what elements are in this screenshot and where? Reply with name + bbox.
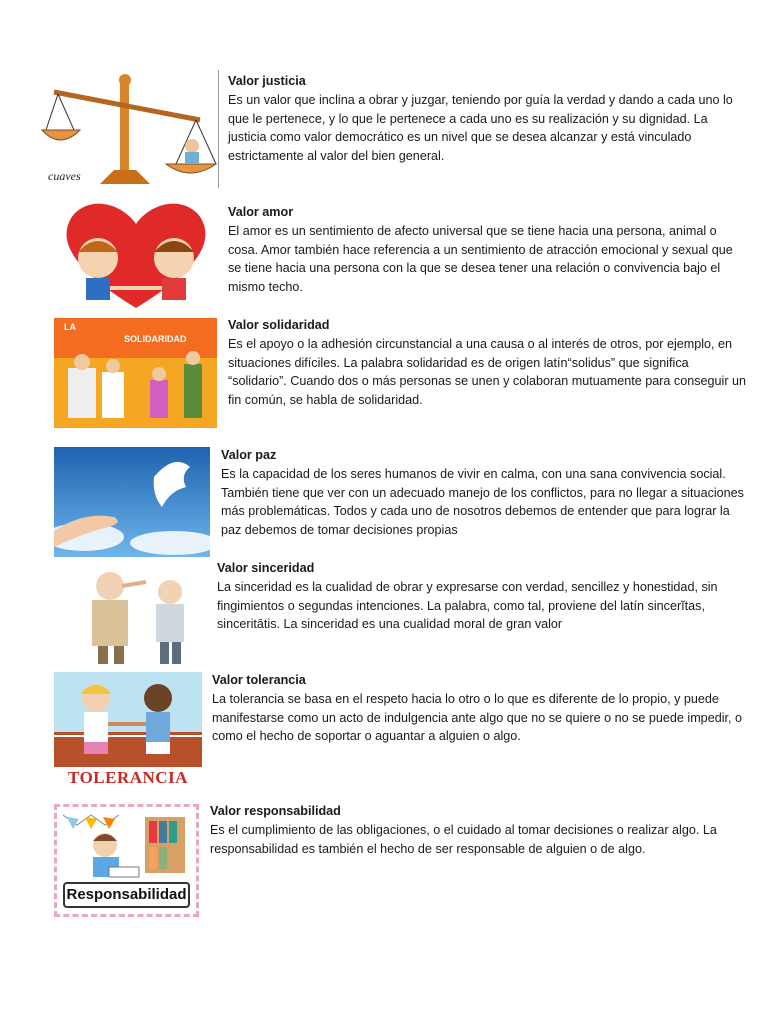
entry-body: La sinceridad es la cualidad de obrar y expresarse con verdad, sencillez y honestidad, sin fingimientos o segundas intenciones. La palabra, como tal, proviene del latín sincerĭtas, sinceritātis. La sinceridad es una cualidad moral de gran valor <box>217 579 718 632</box>
entry-title: Valor solidaridad <box>228 318 330 332</box>
entry-body: La tolerancia se basa en el respeto hacia lo otro o lo que es diferente de lo propio, y puede manifestarse como un acto de indulgencia ante algo que no se quiere o no se puede impedir, o como el hecho de soportar o aguantar a alguien o algo. <box>212 691 742 744</box>
entry-title: Valor justicia <box>228 74 306 88</box>
entry-title: Valor amor <box>228 205 294 219</box>
entry-title: Valor paz <box>221 448 277 462</box>
image-caption-solidaridad: SOLIDARIDAD <box>124 334 187 344</box>
entry-body: Es un valor que inclina a obrar y juzgar, teniendo por guía la verdad y dando a cada uno lo que le pertenece, y lo que le pertenece a cada uno es su realización y su dignidad. La justicia como valor democrático es un nivel que se desea alcanzar y está vinculado estrictamente al valor del bien general. <box>228 92 733 164</box>
peace-image <box>54 447 210 557</box>
entry-paz <box>221 446 751 540</box>
responsibility-image <box>54 804 199 917</box>
entry-amor <box>228 203 748 297</box>
entry-body: Es el apoyo o la adhesión circunstancial a una causa o al interés de otros, por ejemplo, en situaciones difíciles. La palabra solidaridad es de origen latín“solidus” que significa “solidario”. Cuando dos o más personas se unen y colaboran mutuamente para conseguir un fin común, se habla de solidaridad. <box>228 336 747 408</box>
entry-title: Valor tolerancia <box>212 673 306 687</box>
love-image <box>54 200 217 310</box>
artist-signature: cuaves <box>48 169 81 183</box>
entry-tolerancia <box>212 671 742 746</box>
image-caption-tolerancia: TOLERANCIA <box>54 767 202 789</box>
entry-body: Es la capacidad de los seres humanos de vivir en calma, con una sana convivencia social. También tiene que ver con un adecuado manejo de los conflictos, para no llegar a situaciones más problemáticas. Todos y cada uno de nosotros debemos de entender que para lograr la paz debemos de tomar decisiones propias <box>221 466 744 538</box>
image-caption-la: LA <box>64 322 76 332</box>
entry-title: Valor responsabilidad <box>210 804 341 818</box>
entry-solidaridad <box>228 316 748 410</box>
tolerance-image <box>54 672 202 789</box>
entry-justicia <box>228 72 748 166</box>
image-caption-responsabilidad: Responsabilidad <box>63 882 190 908</box>
entry-body: Es el cumplimiento de las obligaciones, o el cuidado al tomar decisiones o realizar algo. La responsabilidad es también el hecho de ser responsable de alguien o de algo. <box>210 822 717 856</box>
entry-body: El amor es un sentimiento de afecto universal que se tiene hacia una persona, animal o cosa. Amor también hace referencia a un sentimiento de atracción emocional y sexual que se tiene hacia una persona con la que se desea tener una relación o convivencia bajo el mismo techo. <box>228 223 733 295</box>
justice-image <box>40 70 219 188</box>
solidarity-image <box>54 318 217 428</box>
entry-sinceridad <box>217 559 747 634</box>
entry-title: Valor sinceridad <box>217 561 315 575</box>
sincerity-image <box>76 562 200 666</box>
entry-responsabilidad <box>210 802 740 858</box>
